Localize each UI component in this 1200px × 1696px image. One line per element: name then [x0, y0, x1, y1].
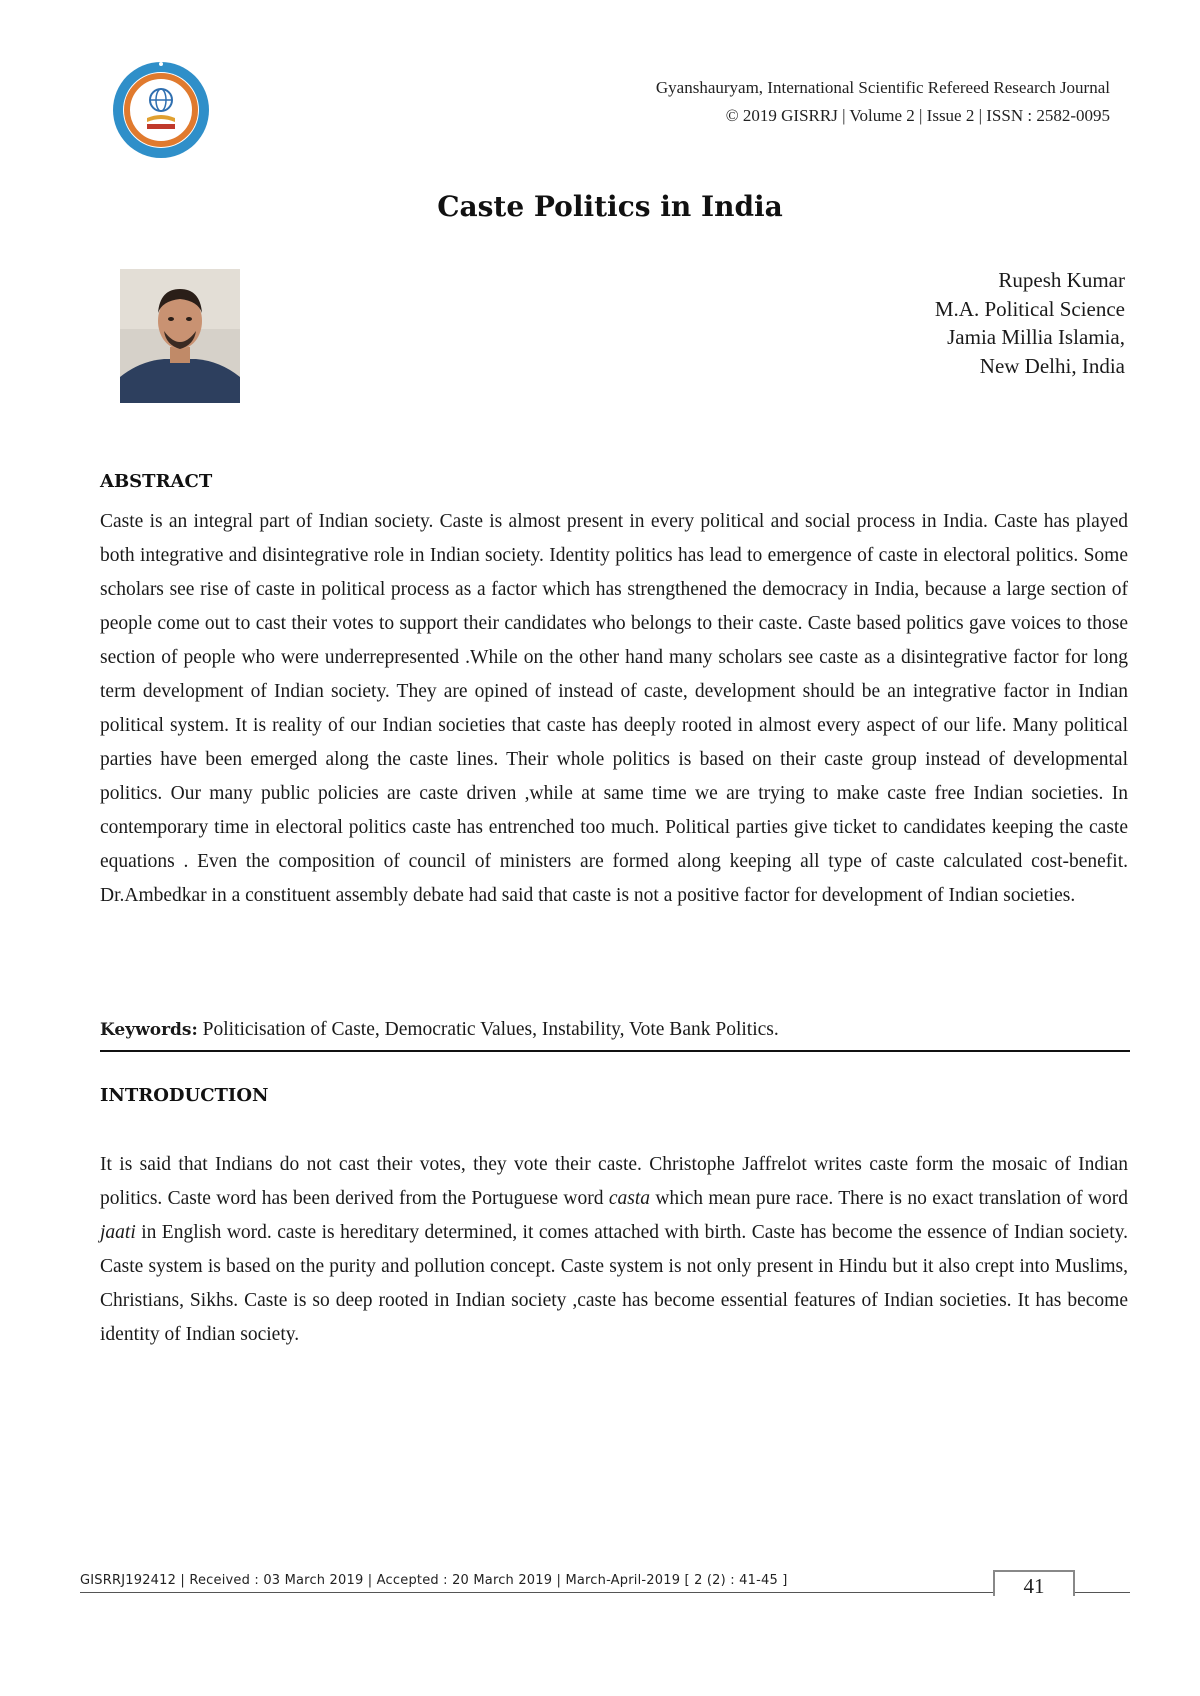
author-name: Rupesh Kumar [998, 268, 1125, 292]
intro-italic-casta: casta [608, 1188, 650, 1209]
journal-header [656, 74, 1110, 130]
introduction-text [100, 1148, 1128, 1352]
keywords-line [100, 1013, 1128, 1047]
footer-citation: GISRRJ192412 | Received : 03 March 2019 | Accepted : 20 March 2019 | March-April-2019 [ 2 (2) : 41-45 ] [80, 1573, 788, 1588]
author-degree: M.A. Political Science [934, 296, 1125, 321]
journal-issue-info: © 2019 GISRRJ | Volume 2 | Issue 2 | ISSN : 2582-0095 [725, 106, 1110, 125]
abstract-text: Caste is an integral part of Indian society. Caste is almost present in every political and social process in India. Caste has played both integrative and disintegrative role in Indian society. Identity politics has lead to emergence of caste in electoral politics. Some scholars see rise of caste in political process as a factor which has strengthened the democracy in India, because a large section of people come out to cast their votes to support their candidates who belongs to their caste. Caste based politics gave voices to those section of people who were underrepresented .While on the other hand many scholars see caste as a disintegrative factor for long term development of Indian society. They are opined of instead of caste, development should be an integrative factor in Indian political system. It is reality of our Indian societies that caste has deeply rooted in almost every aspect of our life. Many political parties have been emerged along the caste lines. Their whole politics is based on their caste group instead of developmental politics. Our many public policies are caste driven ,while at same time we are trying to make caste free Indian societies. In contemporary time in electoral politics caste has entrenched too much. Political parties give ticket to candidates keeping the caste equations . Even the composition of council of ministers are formed along keeping all type of caste calculated cost-benefit. Dr.Ambedkar in a constituent assembly debate had said that caste is not a positive factor for development of Indian societies. [100, 511, 1128, 906]
intro-italic-jaati: jaati [100, 1222, 136, 1243]
introduction-heading: INTRODUCTION [100, 1085, 269, 1106]
page-number: 41 [1023, 1574, 1045, 1598]
intro-part-2: which mean pure race. There is no exact translation of word [650, 1188, 1128, 1209]
intro-part-1: It is said that Indians do not cast their votes, they vote their caste. Christophe Jaffrelot writes caste form the mosaic of Indian politics. Caste word has been derived from the Portuguese word [100, 1154, 1128, 1209]
paper-title: Caste Politics in India [437, 190, 783, 223]
author-block [935, 266, 1125, 380]
keywords-text: Politicisation of Caste, Democratic Values, Instability, Vote Bank Politics. [202, 1019, 779, 1040]
journal-seal-globe-icon [111, 60, 211, 160]
abstract-heading: ABSTRACT [100, 471, 213, 492]
author-institution: Jamia Millia Islamia, [947, 325, 1125, 349]
intro-part-3: in English word. caste is hereditary determined, it comes attached with birth. Caste has become the essence of Indian society. Caste system is based on the purity and pollution concept. Caste system is not only present in Hindu but it also crept into Muslims, Christians, Sikhs. Caste is so deep rooted in Indian society ,caste has become essential features of Indian societies. It has become identity of Indian society. [100, 1222, 1128, 1345]
journal-name: Gyanshauryam, International Scientific Refereed Research Journal [655, 78, 1110, 97]
section-divider [100, 1050, 1130, 1052]
author-location: New Delhi, India [979, 353, 1125, 378]
footer-rule [80, 1592, 1130, 1593]
author-portrait [120, 269, 240, 403]
keywords-label: Keywords: [100, 1020, 198, 1040]
